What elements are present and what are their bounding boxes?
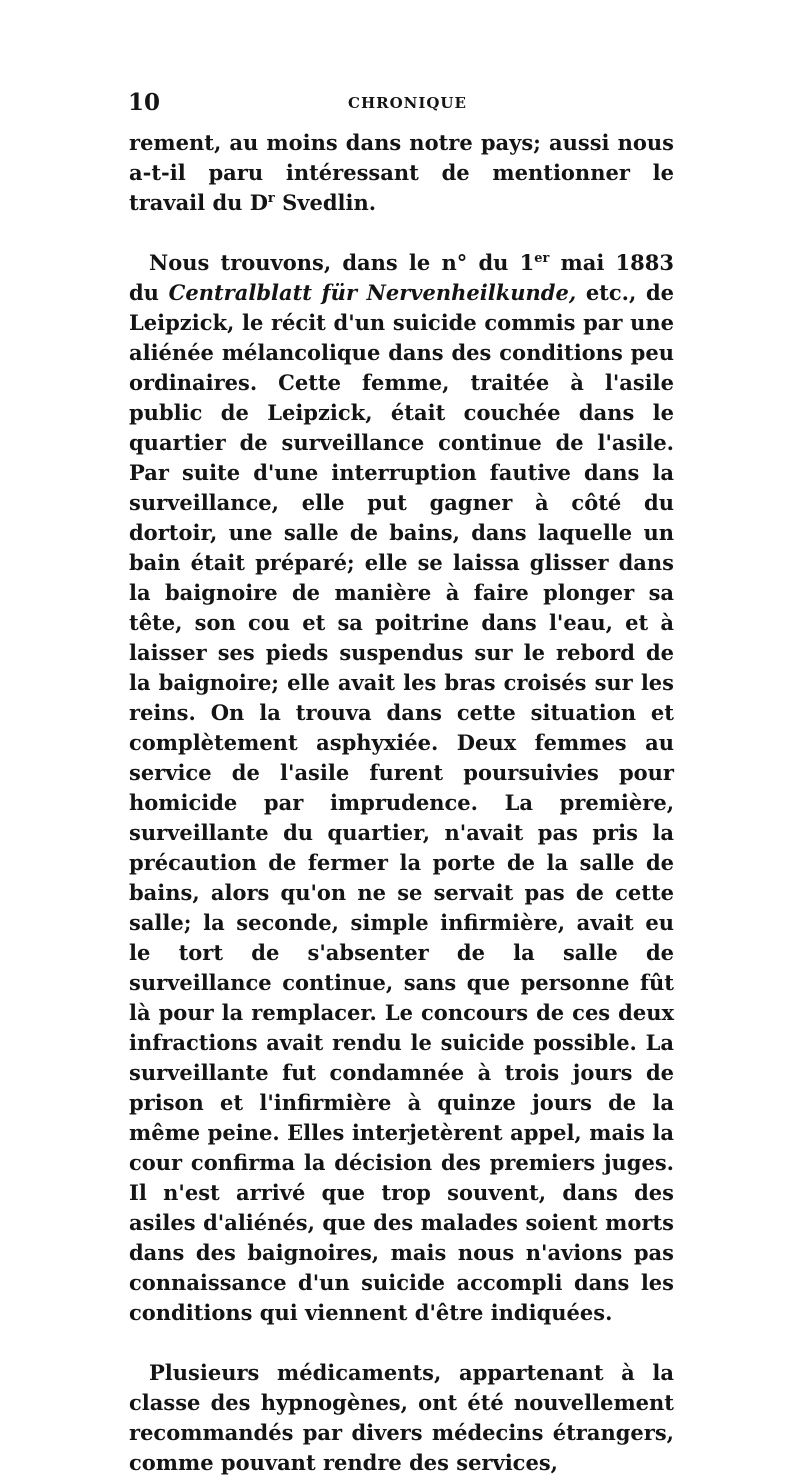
superscript: er	[534, 251, 550, 266]
paragraph-hypnogenes	[129, 1358, 674, 1478]
running-title: CHRONIQUE	[348, 94, 467, 112]
journal-title: Centralblatt für Nervenheilkunde,	[168, 280, 577, 305]
paragraph-text: Plusieurs médicaments, appartenant à la classe des hypnogènes, ont été nouvellement recommandés par divers médecins étrangers, comme pouvant rendre des services,	[129, 1360, 674, 1475]
paragraph-text: etc., de Leipzick, le récit d'un suicide commis par une aliénée mélancolique dans des conditions peu ordinaires. Cette femme, traitée à l'asile public de Leipzick, était couchée dans le quartier de surveillance continue de l'asile. Par suite d'une interruption fautive dans la surveillance, elle put gagner à côté du dortoir, une salle de bains, dans laquelle un bain était préparé; elle se laissa glisser dans la baignoire de manière à faire plonger sa tête, son cou et sa poitrine dans l'eau, et à laisser ses pieds suspendus sur le rebord de la baignoire; elle avait les bras croisés sur les reins. On la trouva dans cette situation et complètement asphyxiée. Deux femmes au service de l'asile furent poursuivies pour homicide par imprudence. La première, surveillante du quartier, n'avait pas pris la précaution de fermer la porte de la salle de bains, alors qu'on ne se servait pas de cette salle; la seconde, simple infirmière, avait eu le tort de s'absenter de la salle de surveillance continue, sans que personne fût là pour la remplacer. Le concours de ces deux infractions avait rendu le suicide possible. La surveillante fut condamnée à trois jours de prison et l'infirmière à quinze jours de la même peine. Elles interjetèrent appel, mais la cour confirma la décision des premiers juges. Il n'est arrivé que trop souvent, dans des asiles d'aliénés, que des malades soient morts dans des baignoires, mais nous n'avions pas connaissance d'un suicide accompli dans les conditions qui viennent d'être indiquées.	[129, 280, 674, 1325]
paragraph-text: Svedlin.	[274, 190, 377, 215]
paragraph-text: mai 1883 du	[129, 250, 674, 305]
body-text	[129, 128, 674, 1478]
paragraph-suicide-report	[129, 248, 674, 1328]
running-head	[128, 88, 668, 118]
paragraph-text: Nous trouvons, dans le n° du 1	[149, 250, 535, 275]
superscript: r	[267, 191, 275, 206]
paragraph-text: rement, au moins dans notre pays; aussi nous a-t-il paru intéressant de mentionner le travail du D	[129, 130, 674, 215]
page-number: 10	[128, 89, 161, 116]
paragraph-continuation	[129, 128, 674, 218]
